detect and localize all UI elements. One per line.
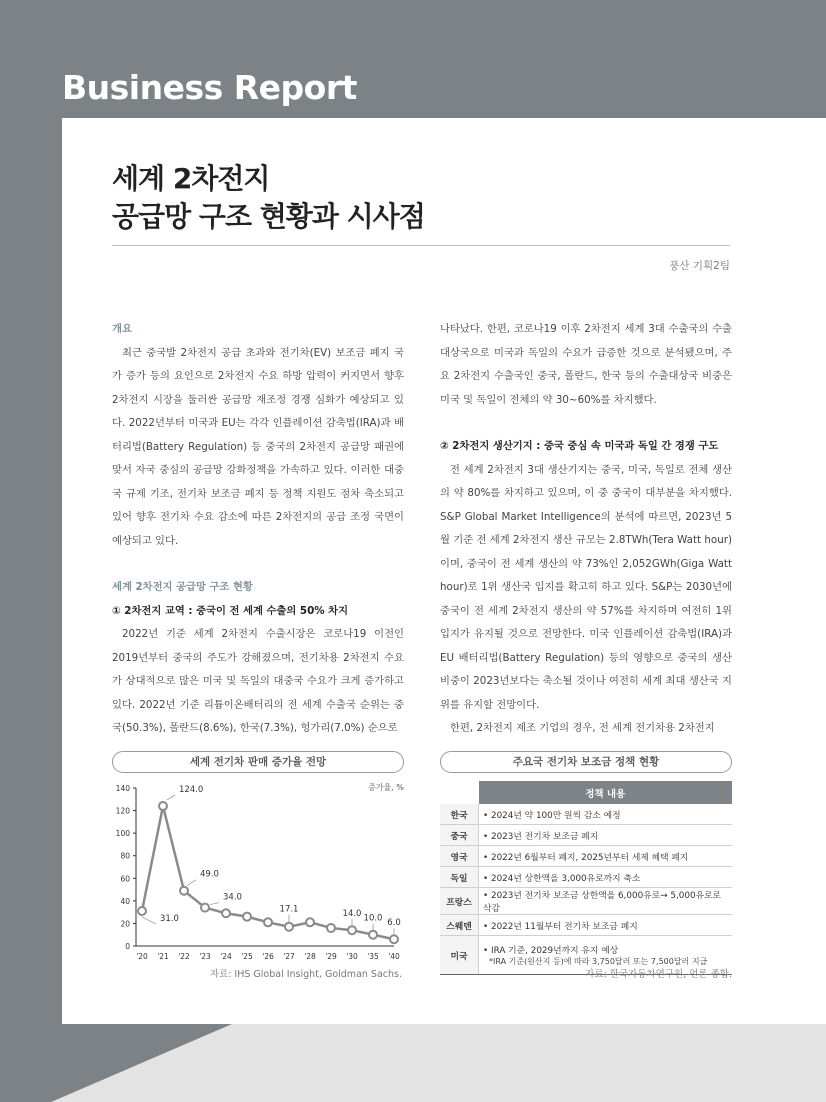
x-tick-label: '26	[262, 952, 274, 961]
country-cell: 영국	[440, 846, 479, 867]
title-line-1: 세계 2차전지	[112, 162, 270, 195]
policy-cell: • 2023년 전기차 보조금 폐지	[479, 825, 733, 846]
data-label-leader	[167, 795, 175, 800]
data-point	[390, 935, 398, 943]
data-label: 124.0	[179, 785, 204, 796]
data-point	[159, 802, 167, 810]
title-line-2: 공급망 구조 현황과 시사점	[112, 200, 425, 233]
y-tick-label: 60	[120, 874, 130, 884]
continued-paragraph: 나타났다. 한편, 코로나19 이후 2차전지 세계 3대 수출국의 수출대상국으로 미국과 독일의 수요가 급증한 것으로 분석됐으며, 주요 2차전지 수출국인 중국, 폴란드, 한국 등의 수출대상국 비중은 미국 및 독일이 전체의 약 30~60%를 차지했다.	[440, 323, 732, 406]
y-tick-label: 100	[115, 829, 130, 839]
x-tick-label: '21	[157, 952, 169, 961]
x-tick-label: '29	[325, 952, 337, 961]
data-label-leader	[187, 880, 196, 886]
x-tick-label: '22	[178, 952, 190, 961]
y-tick-label: 40	[120, 896, 130, 906]
x-tick-label: '24	[220, 952, 232, 961]
article-title	[112, 160, 425, 236]
title-divider	[112, 245, 730, 246]
table-title: 주요국 전기차 보조금 정책 현황	[440, 751, 732, 773]
chart-unit-label: 증가율, %	[368, 783, 404, 792]
data-point	[201, 904, 209, 912]
data-label-leader	[142, 917, 156, 924]
y-tick-label: 80	[120, 851, 130, 861]
data-point	[138, 907, 146, 915]
data-point	[369, 931, 377, 939]
data-point	[243, 913, 251, 921]
chart-source: 자료: IHS Global Insight, Goldman Sachs.	[209, 969, 402, 980]
left-column	[112, 318, 404, 741]
policy-cell: • 2022년 6월부터 폐지, 2025년부터 세제 혜택 폐지	[479, 846, 733, 867]
data-point	[264, 918, 272, 926]
table-header: 정책 내용	[479, 781, 733, 804]
data-label: 10.0	[363, 913, 383, 924]
table-row	[440, 825, 732, 846]
x-tick-label: '23	[199, 952, 211, 961]
y-tick-label: 140	[115, 784, 130, 793]
x-tick-label: '35	[367, 952, 379, 961]
policy-cell: • 2024년 상한액을 3,000유로까지 축소	[479, 867, 733, 888]
data-point	[285, 923, 293, 931]
subsection-2-heading: ② 2차전지 생산기지 : 중국 중심 속 미국과 독일 간 경쟁 구도	[440, 440, 719, 452]
table-row	[440, 867, 732, 888]
data-point	[180, 887, 188, 895]
policy-cell: • 2022년 11월부터 전기차 보조금 폐지	[479, 915, 733, 936]
policy-main-text: • IRA 기준, 2029년까지 유지 예상	[483, 946, 619, 956]
policy-cell: • 2023년 전기차 보조금 상한액을 6,000유로→ 5,000유로로 삭감	[479, 888, 733, 915]
country-cell: 독일	[440, 867, 479, 888]
policy-table	[440, 781, 732, 975]
data-label: 14.0	[342, 909, 362, 920]
country-cell: 프랑스	[440, 888, 479, 915]
subsection-1-heading: ① 2차전지 교역 : 중국이 전 세계 수출의 50% 차지	[112, 604, 349, 617]
section-heading: 세계 2차전지 공급망 구조 현황	[112, 581, 253, 593]
x-tick-label: '25	[241, 952, 253, 961]
country-cell: 한국	[440, 804, 479, 825]
table-row	[440, 804, 732, 825]
y-tick-label: 20	[120, 919, 130, 929]
data-point	[348, 926, 356, 934]
data-label: 34.0	[223, 892, 242, 903]
data-label: 17.1	[279, 904, 299, 915]
table-row	[440, 915, 732, 936]
header-title: Business Report	[62, 68, 357, 107]
data-label: 6.0	[387, 918, 401, 929]
right-column	[440, 318, 732, 741]
final-paragraph: 한편, 2차전지 제조 기업의 경우, 전 세계 전기차용 2차전지	[450, 722, 715, 734]
y-tick-label: 120	[115, 806, 130, 816]
byline: 풍산 기획2팀	[669, 260, 730, 272]
data-point	[306, 918, 314, 926]
policy-note: *IRA 기준(원산지 등)에 따라 3,750달러 또는 7,500달러 지급	[489, 957, 708, 966]
policy-cell: • 2024년 약 100만 원씩 감소 예정	[479, 804, 733, 825]
table-source: 자료: 한국자동차연구원, 언론 종합.	[585, 969, 732, 980]
x-tick-label: '27	[283, 952, 295, 961]
overview-paragraph: 최근 중국발 2차전지 공급 초과와 전기차(EV) 보조금 폐지 국가 증가 등의 요인으로 2차전지 수요 하방 압력이 커지면서 향후 2차전지 시장을 둘러싼 공급망 재조정 경쟁 심화가 예상되고 있다. 2022년부터 미국과 EU는 각각 인플레이션 감축법(IRA)과 배터리법(Battery Regulation) 등 중국의 2차전지 공급망 패권에 맞서 자국 중심의 공급망 강화정책을 가속하고 있다. 이러한 대중국 규제 기조, 전기차 보조금 폐지 등 정책 지원도 점차 축소되고 있어 향후 전기차 수요 감소에 따른 2차전지의 공급 조정 국면이 예상되고 있다.	[112, 346, 404, 547]
subsection-2-paragraph: 전 세계 2차전지 3대 생산기지는 중국, 미국, 독일로 전체 생산의 약 80%를 차지하고 있으며, 이 중 중국이 대부분을 차지했다. S&P Global Market Intelligence의 분석에 따르면, 2023년 5월 기준 전 세계 2차전지 생산 규모는 2.8TWh(Tera Watt hour)이며, 중국이 전 세계 생산의 약 73%인 2,052GWh(Giga Watt hour)로 1위 생산국 입지를 확고히 하고 있다. S&P는 2030년에 중국이 전 세계 2차전지 생산의 약 57%를 차지하며 여전히 1위 입지가 유지될 것으로 전망한다. 미국 인플레이션 감축법(IRA)과 EU 배터리법(Battery Regulation) 등의 영향으로 중국의 생산 비중이 2023년보다는 축소될 것이나 여전히 세계 최대 생산국 지위를 유지할 전망이다.	[440, 463, 732, 711]
country-cell: 중국	[440, 825, 479, 846]
y-tick-label: 0	[125, 942, 130, 951]
country-cell: 스웨덴	[440, 915, 479, 936]
overview-heading: 개요	[112, 323, 132, 335]
ev-sales-growth-chart	[104, 778, 408, 964]
x-tick-label: '20	[136, 952, 148, 961]
x-tick-label: '30	[346, 952, 358, 961]
data-label-leader	[210, 903, 219, 905]
table-row	[440, 888, 732, 915]
data-label: 31.0	[160, 914, 179, 925]
chart-title: 세계 전기차 판매 증가율 전망	[112, 751, 404, 773]
subsection-1-paragraph: 2022년 기준 세계 2차전지 수출시장은 코로나19 이전인 2019년부터 중국의 주도가 강해졌으며, 전기차용 2차전지 수요가 상대적으로 많은 미국 및 독일의 대중국 수요가 크게 증가하고 있다. 2022년 기준 리튬이온배터리의 전 세계 수출국 순위는 중국(50.3%), 폴란드(8.6%), 한국(7.3%), 헝가리(7.0%) 순으로	[112, 628, 404, 734]
data-point	[327, 924, 335, 932]
data-label: 49.0	[200, 869, 219, 880]
data-point	[222, 909, 230, 917]
x-tick-label: '40	[388, 952, 400, 961]
country-cell: 미국	[440, 936, 479, 975]
x-tick-label: '28	[304, 952, 316, 961]
table-row	[440, 846, 732, 867]
